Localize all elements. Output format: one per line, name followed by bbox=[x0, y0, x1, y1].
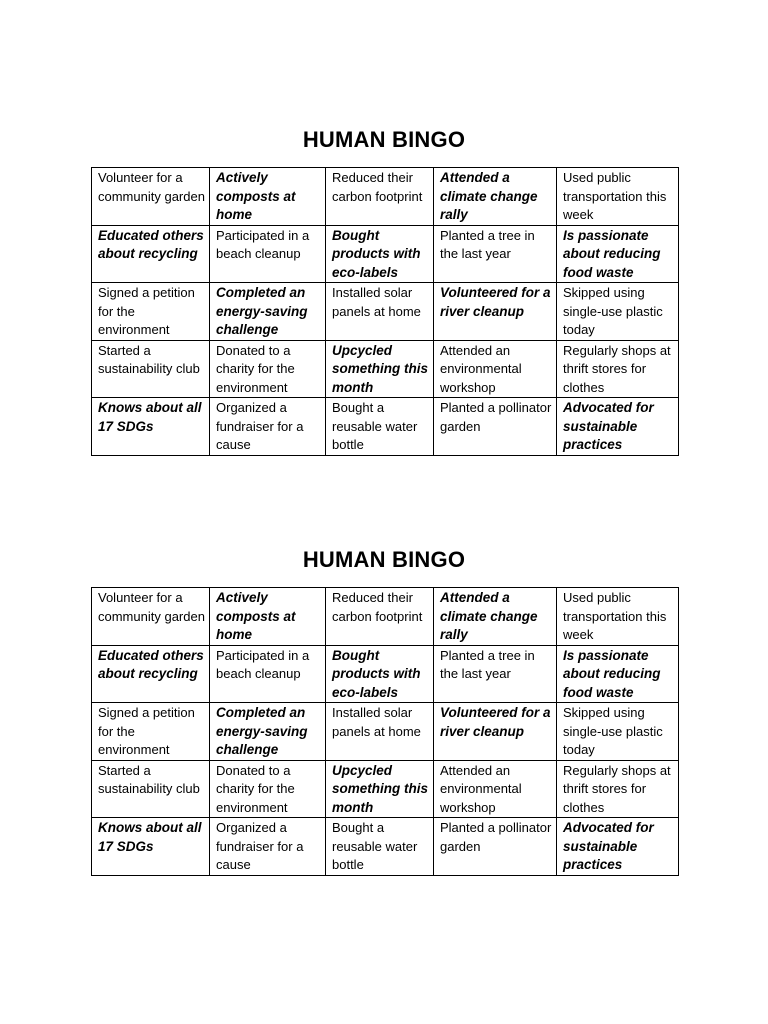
bingo-cell: Donated to a charity for the environment bbox=[210, 340, 326, 398]
bingo-row bbox=[92, 760, 679, 818]
bingo-cell: Installed solar panels at home bbox=[326, 283, 434, 341]
bingo-cell: Attended a climate change rally bbox=[434, 588, 557, 646]
bingo-cell: Volunteer for a community garden bbox=[92, 168, 210, 226]
bingo-cell: Upcycled something this month bbox=[326, 340, 434, 398]
bingo-cell: Bought products with eco-labels bbox=[326, 645, 434, 703]
bingo-cell: Started a sustainability club bbox=[92, 340, 210, 398]
bingo-cell: Started a sustainability club bbox=[92, 760, 210, 818]
bingo-cell: Skipped using single-use plastic today bbox=[557, 283, 679, 341]
bingo-cell: Volunteered for a river cleanup bbox=[434, 283, 557, 341]
bingo-row bbox=[92, 818, 679, 876]
bingo-cell: Is passionate about reducing food waste bbox=[557, 645, 679, 703]
bingo-cell: Volunteered for a river cleanup bbox=[434, 703, 557, 761]
bingo-cell: Planted a pollinator garden bbox=[434, 818, 557, 876]
bingo-cell: Organized a fundraiser for a cause bbox=[210, 398, 326, 456]
bingo-cell: Attended an environmental workshop bbox=[434, 340, 557, 398]
bingo-card-1 bbox=[0, 124, 768, 452]
bingo-cell: Attended an environmental workshop bbox=[434, 760, 557, 818]
bingo-row bbox=[92, 225, 679, 283]
bingo-cell: Participated in a beach cleanup bbox=[210, 225, 326, 283]
bingo-row bbox=[92, 703, 679, 761]
bingo-title: HUMAN BINGO bbox=[302, 547, 466, 572]
bingo-cell: Used public transportation this week bbox=[557, 588, 679, 646]
bingo-cell: Reduced their carbon footprint bbox=[326, 588, 434, 646]
bingo-row bbox=[92, 340, 679, 398]
bingo-cell: Bought products with eco-labels bbox=[326, 225, 434, 283]
bingo-title: HUMAN BINGO bbox=[302, 127, 466, 152]
bingo-cell: Signed a petition for the environment bbox=[92, 703, 210, 761]
bingo-cell: Used public transportation this week bbox=[557, 168, 679, 226]
bingo-grid bbox=[91, 167, 679, 456]
bingo-cell: Actively composts at home bbox=[210, 588, 326, 646]
bingo-cell: Advocated for sustainable practices bbox=[557, 818, 679, 876]
bingo-card-2 bbox=[0, 544, 768, 872]
bingo-cell: Participated in a beach cleanup bbox=[210, 645, 326, 703]
bingo-cell: Planted a tree in the last year bbox=[434, 645, 557, 703]
bingo-cell: Bought a reusable water bottle bbox=[326, 398, 434, 456]
bingo-cell: Volunteer for a community garden bbox=[92, 588, 210, 646]
bingo-cell: Regularly shops at thrift stores for clothes bbox=[557, 340, 679, 398]
bingo-cell: Attended a climate change rally bbox=[434, 168, 557, 226]
bingo-cell: Completed an energy-saving challenge bbox=[210, 283, 326, 341]
bingo-grid-body bbox=[92, 168, 679, 456]
bingo-cell: Signed a petition for the environment bbox=[92, 283, 210, 341]
bingo-cell: Upcycled something this month bbox=[326, 760, 434, 818]
bingo-cell: Reduced their carbon footprint bbox=[326, 168, 434, 226]
bingo-row bbox=[92, 645, 679, 703]
bingo-cell: Skipped using single-use plastic today bbox=[557, 703, 679, 761]
bingo-row bbox=[92, 398, 679, 456]
bingo-cell: Planted a pollinator garden bbox=[434, 398, 557, 456]
bingo-cell: Donated to a charity for the environment bbox=[210, 760, 326, 818]
bingo-cell: Educated others about recycling bbox=[92, 645, 210, 703]
bingo-cell: Completed an energy-saving challenge bbox=[210, 703, 326, 761]
bingo-cell: Installed solar panels at home bbox=[326, 703, 434, 761]
bingo-cell: Educated others about recycling bbox=[92, 225, 210, 283]
bingo-cell: Organized a fundraiser for a cause bbox=[210, 818, 326, 876]
bingo-row bbox=[92, 283, 679, 341]
bingo-row bbox=[92, 168, 679, 226]
bingo-cell: Bought a reusable water bottle bbox=[326, 818, 434, 876]
bingo-cell: Advocated for sustainable practices bbox=[557, 398, 679, 456]
bingo-cell: Is passionate about reducing food waste bbox=[557, 225, 679, 283]
bingo-cell: Knows about all 17 SDGs bbox=[92, 398, 210, 456]
bingo-cell: Actively composts at home bbox=[210, 168, 326, 226]
bingo-grid bbox=[91, 587, 679, 876]
bingo-row bbox=[92, 588, 679, 646]
bingo-cell: Knows about all 17 SDGs bbox=[92, 818, 210, 876]
bingo-cell: Planted a tree in the last year bbox=[434, 225, 557, 283]
bingo-grid-body bbox=[92, 588, 679, 876]
bingo-cell: Regularly shops at thrift stores for clothes bbox=[557, 760, 679, 818]
